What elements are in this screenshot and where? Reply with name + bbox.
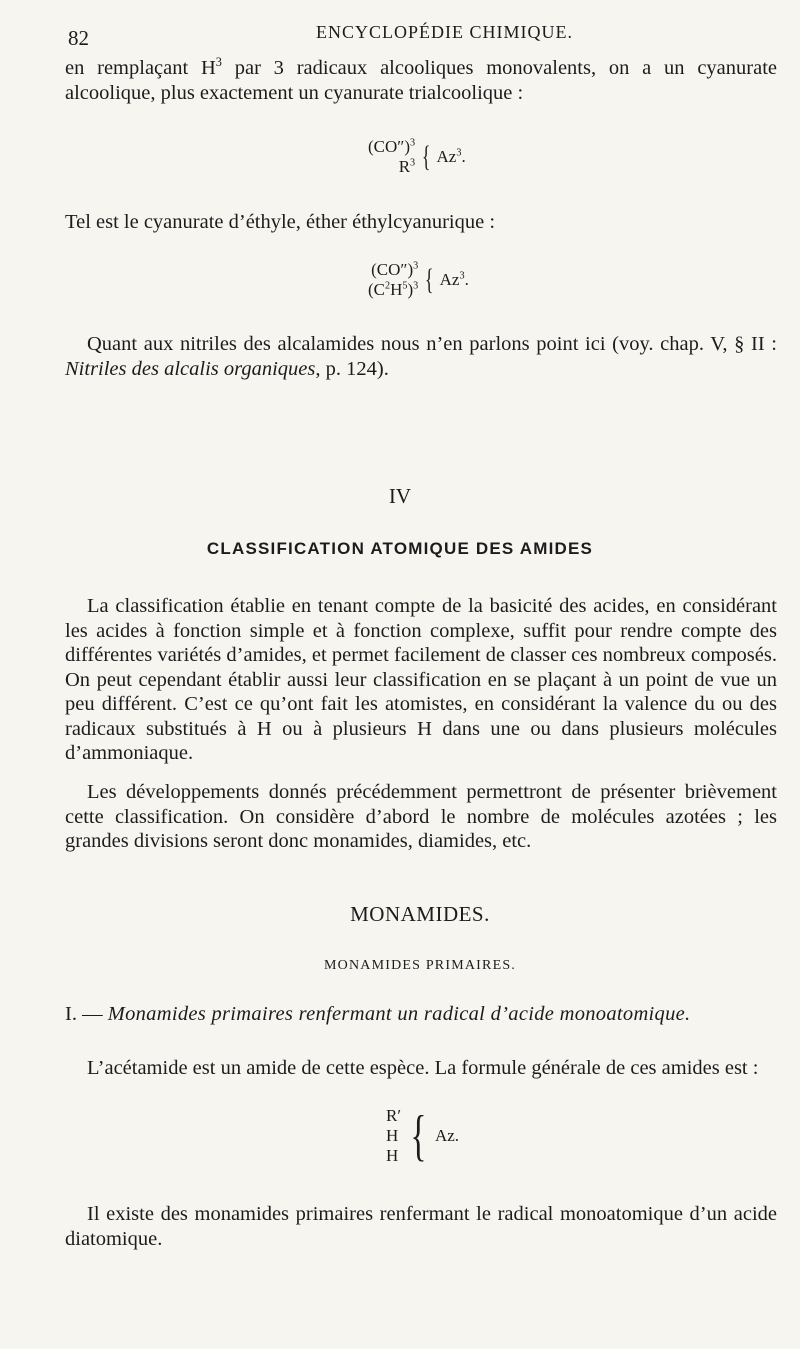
superscript: 3: [215, 55, 222, 70]
section-number: IV: [388, 484, 412, 508]
paragraph-acetamide: L’acétamide est un amide de cette espèce. La formule générale de ces amides est :: [87, 1057, 759, 1079]
formula-az: Az$^3$.: [439, 270, 469, 289]
page-number: 82: [68, 26, 89, 50]
brace-symbol: {: [422, 140, 431, 173]
paragraph-monamides-diatomique: Il existe des monamides primaires renfermant le radical monoatomique d’un acide diatomique.: [65, 1203, 777, 1250]
text: par 3 radicaux alcooliques monovalents, on a un cyanurate alcoolique, plus exactement un cyanurate trialcoolique :: [65, 57, 777, 104]
formula-line: $(CO'')^3$: [371, 260, 419, 279]
paragraph-cyanurate-alcoolique: [65, 56, 777, 105]
paragraph-cyanurate-ethyle: Tel est le cyanurate d’éthyle, éther éthylcyanurique :: [65, 211, 496, 233]
heading-monamides-primaires: MONAMIDES PRIMAIRES.: [323, 958, 517, 973]
formula-line: H: [386, 1126, 399, 1145]
formula-line: H: [386, 1146, 399, 1165]
brace-symbol: {: [410, 1105, 427, 1167]
formula-cyanurate-trialcoolique: [368, 137, 466, 177]
heading-monamides: MONAMIDES.: [350, 902, 490, 926]
paragraph-classification: La classification établie en tenant compte de la basicité des acides, en considérant les acides à fonction simple et à fonction complexe, suffit pour rendre compte des différentes variétés d’amides, et permet facilement de classer ces nombreux composés. On peut cependant établir aussi leur classification en se plaçant à un point de vue un peu différent. C’est ce qu’ont fait les atomistes, en considérant la valence du ou des radicaux substitués à H ou à plusieurs H dans une ou dans plusieurs molécules d’ammoniaque.: [65, 595, 777, 764]
formula-line: $R^3$: [398, 157, 416, 176]
paragraph-developpements: Les développements donnés précédemment permettront de présenter brièvement cette classification. On considère d’abord le nombre de molécules azotées ; les grandes divisions seront donc monamides, diamides, etc.: [65, 781, 777, 852]
page-header: [68, 22, 768, 52]
formula-line: $(CO'')^3$: [368, 137, 416, 156]
formula-line: $(C^2H^5)^3$: [368, 280, 419, 299]
formula-az: Az$^3$.: [436, 147, 466, 166]
item-monamides-primaires-1: I. — Monamides primaires renfermant un radical d’acide monoatomique.: [65, 1003, 691, 1025]
formula-monamide-generale: [386, 1106, 459, 1166]
running-title: ENCYCLOPÉDIE CHIMIQUE.: [316, 22, 573, 42]
formula-line: R′: [386, 1106, 402, 1125]
formula-cyanurate-ethyle: [368, 260, 469, 300]
paragraph-nitriles: Quant aux nitriles des alcalamides nous n’en parlons point ici (voy. chap. V, § II : Nitriles des alcalis organiques, p. 124).: [65, 333, 777, 380]
formula-az: Az.: [434, 1126, 460, 1145]
text: en remplaçant H: [65, 57, 216, 79]
brace-symbol: {: [425, 263, 434, 296]
italic-reference: Nitriles des alcalis organiques: [65, 357, 316, 380]
item-italic-title: Monamides primaires renfermant un radical d’acide monoatomique.: [107, 1003, 691, 1025]
section-title: CLASSIFICATION ATOMIQUE DES AMIDES: [206, 539, 594, 558]
